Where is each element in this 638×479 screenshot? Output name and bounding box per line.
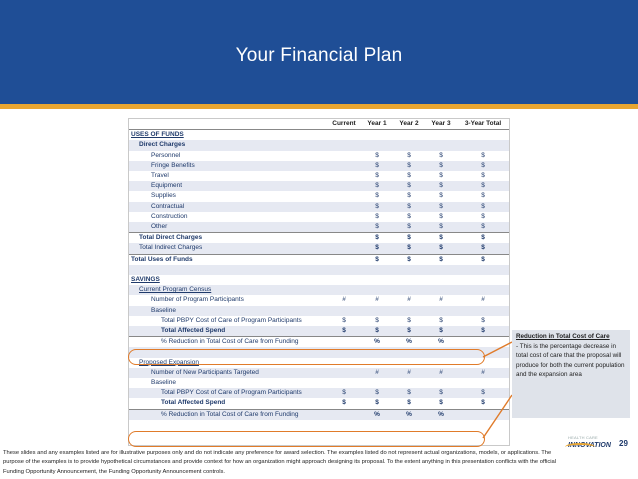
cell-value: $ — [375, 192, 379, 200]
cell-value: # — [439, 296, 443, 304]
cell-value: $ — [439, 151, 443, 159]
row-label: Construction — [151, 212, 188, 220]
row-label: Direct Charges — [129, 140, 327, 150]
column-header: Current — [327, 119, 361, 130]
cell-value: $ — [457, 326, 509, 337]
cell-value: # — [375, 296, 379, 304]
cell-value: $ — [393, 254, 425, 265]
row-label: Total Indirect Charges — [129, 243, 327, 254]
disclaimer-text: These slides and any examples listed are for illustrative purposes only and do not indicate any preference for award selection. The examples listed do not represent actual organizations, models, or applications. The purpose of the examples is to provide hypothetical circumstances and provide context for how an organization might approach designing its proposal. To the extent anything in this presentation conflicts with the official Funding Opportunity Announcement, the Funding Opportunity Announcement controls. — [3, 450, 557, 475]
logo-swoosh-icon — [565, 443, 595, 451]
cell-value: $ — [361, 326, 393, 337]
logo-small-text: HEALTH CARE — [568, 435, 598, 440]
cell-value: $ — [361, 254, 393, 265]
cell-value: % — [393, 409, 425, 420]
row-label: % Reduction in Total Cost of Care from Funding — [129, 337, 327, 348]
cell-value: $ — [375, 399, 379, 407]
page-title: Your Financial Plan — [235, 45, 403, 66]
row-label: Total Direct Charges — [129, 233, 327, 244]
callout-title: Reduction in Total Cost of Care — [516, 333, 610, 340]
cell-value: $ — [393, 181, 425, 191]
cell-value: $ — [457, 222, 509, 233]
cell-value: $ — [361, 222, 393, 233]
cell-value: $ — [407, 172, 411, 180]
cell-value: $ — [481, 151, 485, 159]
highlight-oval-current — [128, 349, 485, 365]
cell-value: $ — [393, 326, 425, 337]
cell-value: # — [342, 296, 346, 304]
row-label: Equipment — [129, 181, 327, 191]
cell-value: $ — [425, 161, 457, 171]
row-label: USES OF FUNDS — [131, 131, 184, 139]
cell-value: $ — [439, 316, 443, 324]
cell-value: $ — [361, 243, 393, 254]
cell-value: $ — [425, 233, 457, 244]
cell-value: $ — [375, 172, 379, 180]
cell-value: $ — [425, 181, 457, 191]
cell-value: $ — [481, 212, 485, 220]
page-number: 29 — [619, 439, 628, 448]
cell-value: $ — [457, 233, 509, 244]
column-header: Year 3 — [425, 119, 457, 130]
cell-value: # — [361, 368, 393, 378]
cell-value: $ — [407, 212, 411, 220]
cell-value: $ — [439, 399, 443, 407]
cell-value: % — [425, 409, 457, 420]
cell-value: $ — [481, 316, 485, 324]
cell-value: % — [361, 409, 393, 420]
cell-value: $ — [393, 243, 425, 254]
cell-value: $ — [361, 161, 393, 171]
cell-value: % — [425, 337, 457, 348]
cell-value: $ — [375, 151, 379, 159]
cell-value: $ — [481, 192, 485, 200]
cell-value: $ — [342, 316, 346, 324]
cell-value: $ — [361, 181, 393, 191]
row-label: Total Uses of Funds — [129, 254, 327, 265]
cell-value: $ — [457, 202, 509, 212]
cell-value: $ — [457, 388, 509, 398]
cell-value: $ — [425, 254, 457, 265]
cell-value: $ — [425, 222, 457, 233]
cell-value: $ — [361, 202, 393, 212]
cell-value: # — [481, 296, 485, 304]
cell-value: $ — [439, 172, 443, 180]
cell-value: $ — [327, 388, 361, 398]
row-label: Total Affected Spend — [161, 399, 226, 407]
cell-value: $ — [439, 212, 443, 220]
row-label: Number of New Participants Targeted — [129, 368, 327, 378]
cell-value: $ — [425, 202, 457, 212]
cell-value: $ — [393, 222, 425, 233]
cell-value: $ — [407, 316, 411, 324]
cell-value: % — [393, 337, 425, 348]
cell-value: $ — [457, 181, 509, 191]
cell-value: $ — [393, 388, 425, 398]
cell-value: # — [393, 368, 425, 378]
cell-value: $ — [481, 172, 485, 180]
row-label: Number of Program Participants — [151, 296, 244, 304]
cell-value: $ — [361, 233, 393, 244]
cell-value: $ — [425, 388, 457, 398]
row-label: Fringe Benefits — [129, 161, 327, 171]
cell-value: $ — [407, 151, 411, 159]
cell-value: $ — [407, 399, 411, 407]
row-label: % Reduction in Total Cost of Care from Funding — [129, 409, 327, 420]
column-header: Year 2 — [393, 119, 425, 130]
cell-value: $ — [375, 212, 379, 220]
row-label: Total PBPY Cost of Care of Program Participants — [129, 388, 327, 398]
row-label: Personnel — [151, 151, 181, 159]
row-label: Supplies — [151, 192, 176, 200]
column-header: Year 1 — [361, 119, 393, 130]
cell-value: # — [407, 296, 411, 304]
cell-value: $ — [407, 192, 411, 200]
cell-value: $ — [457, 254, 509, 265]
cell-value: $ — [393, 161, 425, 171]
cell-value: $ — [361, 388, 393, 398]
cell-value: # — [425, 368, 457, 378]
row-label: Baseline — [129, 306, 327, 316]
row-label: Proposed Expansion — [139, 358, 199, 366]
row-label: Other — [129, 222, 327, 233]
column-header: 3-Year Total — [457, 119, 509, 130]
innovation-logo — [568, 435, 616, 455]
cell-value: $ — [425, 243, 457, 254]
cell-value: $ — [439, 192, 443, 200]
cell-value: % — [361, 337, 393, 348]
cell-value: $ — [327, 326, 361, 337]
row-label: Travel — [151, 172, 169, 180]
row-label: Baseline — [151, 379, 176, 387]
cell-value: $ — [393, 202, 425, 212]
callout-body: - This is the percentage decrease in total cost of care that the proposal will produce for both the current population and the expansion area — [516, 342, 625, 379]
cell-value: $ — [342, 399, 346, 407]
cell-value: $ — [425, 326, 457, 337]
row-label: Total Affected Spend — [129, 326, 327, 337]
row-label: Contractual — [129, 202, 327, 212]
logo-word: INNOVATION — [568, 442, 611, 449]
cell-value: # — [457, 368, 509, 378]
row-label: Total PBPY Cost of Care of Program Participants — [161, 316, 302, 324]
cell-value: $ — [375, 316, 379, 324]
cell-value: $ — [481, 399, 485, 407]
callout-box — [512, 330, 630, 418]
cell-value: $ — [393, 233, 425, 244]
cell-value: $ — [457, 243, 509, 254]
cell-value: $ — [457, 161, 509, 171]
highlight-oval-expansion — [128, 431, 485, 447]
row-label: SAVINGS — [131, 276, 160, 284]
row-label: Current Program Census — [129, 285, 327, 295]
